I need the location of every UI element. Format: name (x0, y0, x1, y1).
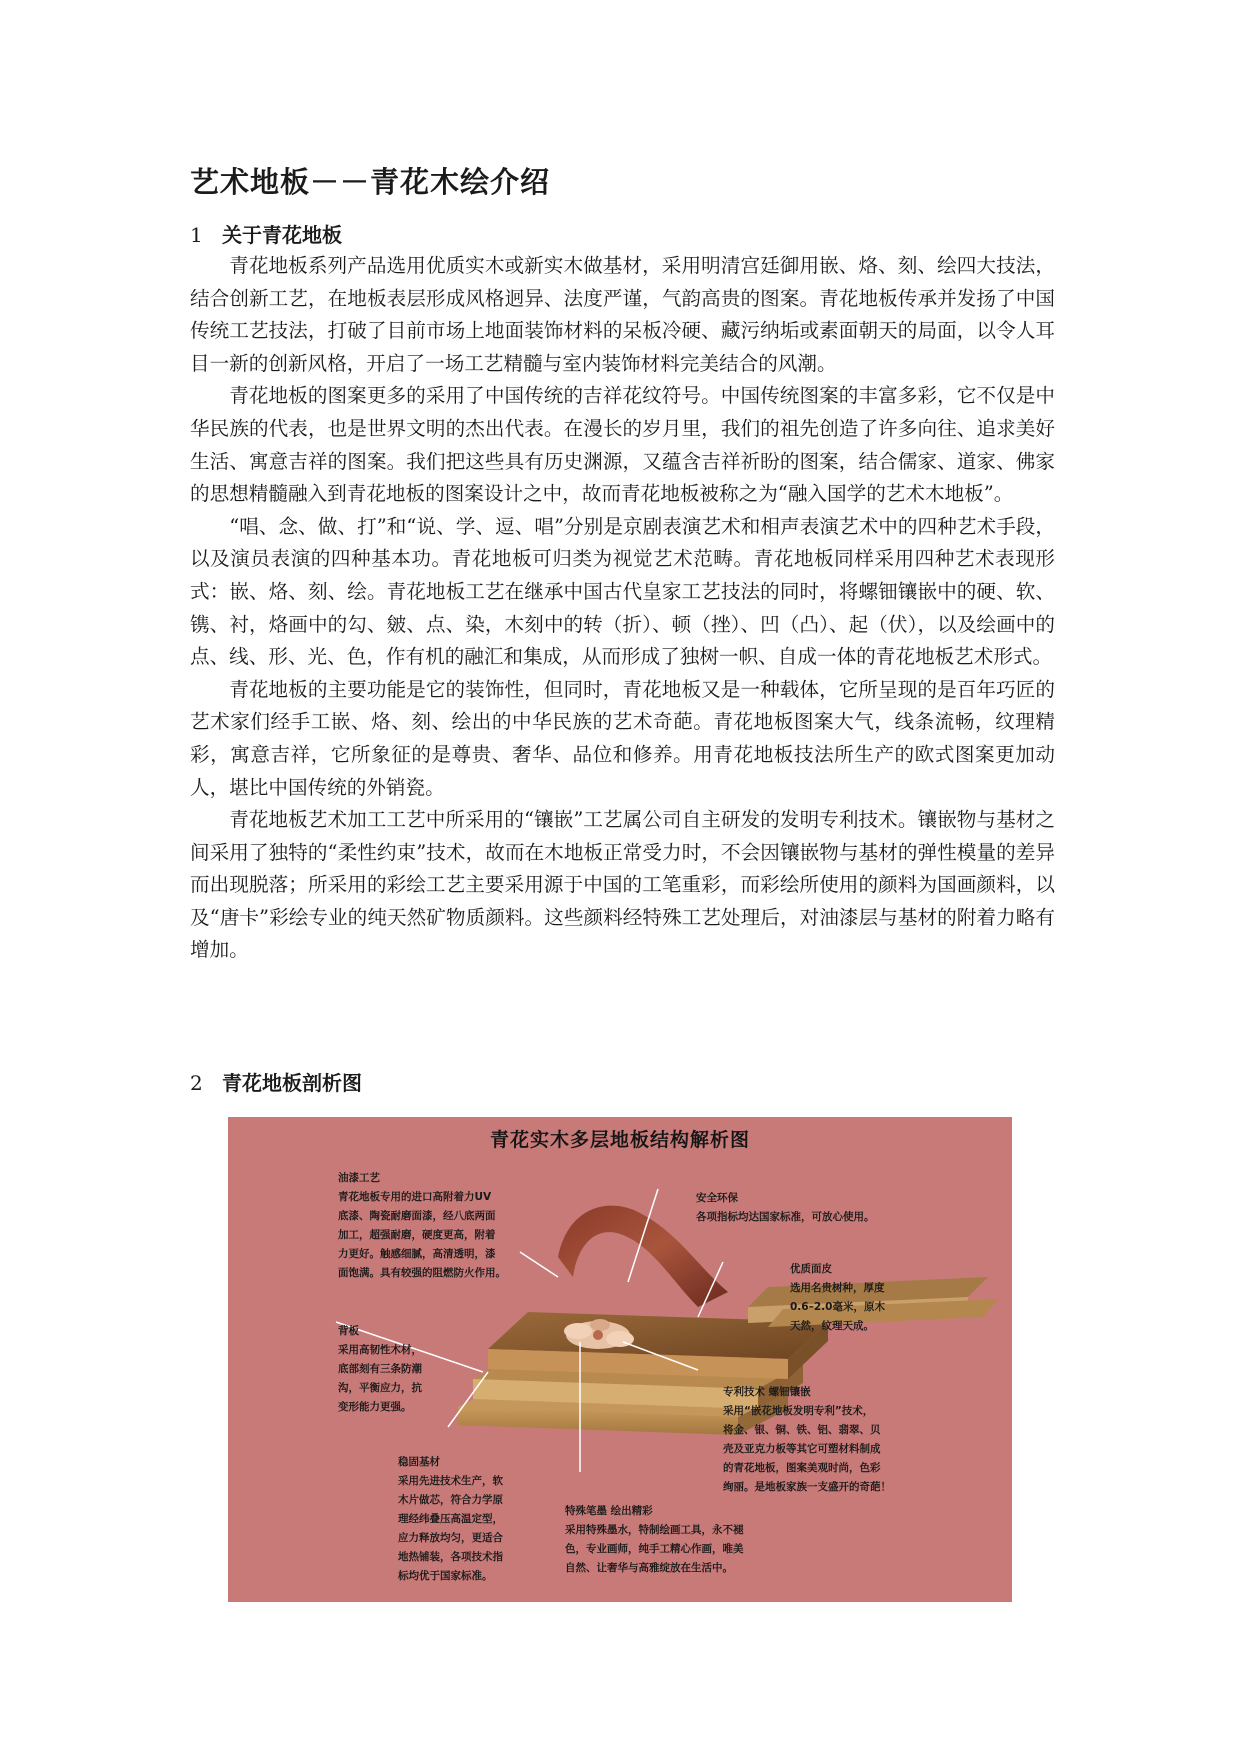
section-number: 2 (190, 1071, 203, 1095)
annotation-veneer (790, 1260, 885, 1336)
annotation-title: 安全环保 (696, 1192, 738, 1204)
annotation-title: 优质面皮 (790, 1263, 832, 1275)
section-title: 青花地板剖析图 (222, 1071, 362, 1095)
annotation-body: 采用先进技术生产，软 木片做芯，符合力学原 理经纬叠压高温定型， 应力释放均匀，更适合 地热铺装，各项技术指 标均优于国家标准。 (398, 1475, 503, 1582)
section-heading-1 (190, 219, 342, 248)
annotation-title: 油漆工艺 (338, 1172, 380, 1184)
paragraph: “唱、念、做、打”和“说、学、逗、唱”分别是京剧表演艺术和相声表演艺术中的四种艺术手段，以及演员表演的四种基本功。青花地板可归类为视觉艺术范畴。青花地板同样采用四种艺术表现形式：嵌、烙、刻、绘。青花地板工艺在继承中国古代皇家工艺技法的同时，将螺钿镶嵌中的硬、软、镌、衬，烙画中的勾、皴、点、染，木刻中的转（折）、顿（挫）、凹（凸）、起（伏），以及绘画中的点、线、形、光、色，作有机的融汇和集成，从而形成了独树一帜、自成一体的青花地板艺术形式。 (190, 514, 1055, 669)
annotation-safety (696, 1189, 875, 1227)
paragraph: 青花地板艺术加工工艺中所采用的“镶嵌”工艺属公司自主研发的发明专利技术。镶嵌物与基材之间采用了独特的“柔性约束”技术，故而在木地板正常受力时，不会因镶嵌物与基材的弹性模量的差异而出现脱落；所采用的彩绘工艺主要采用源于中国的工笔重彩，而彩绘所使用的颜料为国画颜料，以及“唐卡”彩绘专业的纯天然矿物质颜料。这些颜料经特殊工艺处理后，对油漆层与基材的附着力略有增加。 (190, 808, 1055, 962)
floor-structure-diagram (228, 1117, 1012, 1602)
paragraph: 青花地板的图案更多的采用了中国传统的吉祥花纹符号。中国传统图案的丰富多彩，它不仅是中华民族的代表，也是世界文明的杰出代表。在漫长的岁月里，我们的祖先创造了许多向往、追求美好生活、寓意吉祥的图案。我们把这些具有历史渊源，又蕴含吉祥祈盼的图案，结合儒家、道家、佛家的思想精髓融入到青花地板的图案设计之中，故而青花地板被称之为“融入国学的艺术木地板”。 (190, 384, 1055, 506)
annotation-body: 采用“嵌花地板发明专利”技术， 将金、银、铜、铁、铝、翡翠、贝 壳及亚克力板等其它可塑材料制成 的青花地板，图案美观时尚，色彩 绚丽。是地板家族一支盛开的奇葩！ (723, 1405, 891, 1493)
annotation-title: 专利技术 螺钿镶嵌 (723, 1386, 811, 1398)
annotation-paint (338, 1169, 506, 1283)
document-title: 艺术地板－－青花木绘介绍 (190, 165, 551, 199)
annotation-body: 采用特殊墨水，特制绘画工具，永不褪 色，专业画师，纯手工精心作画，唯美 自然、让奢华与高雅绽放在生活中。 (565, 1524, 744, 1574)
section-1-body (190, 250, 1055, 967)
paragraph: 青花地板的主要功能是它的装饰性，但同时，青花地板又是一种载体，它所呈现的是百年巧匠的艺术家们经手工嵌、烙、刻、绘出的中华民族的艺术奇葩。青花地板图案大气，线条流畅，纹理精彩，寓意吉祥，它所象征的是尊贵、奢华、品位和修养。用青花地板技法所生产的欧式图案更加动人，堪比中国传统的外销瓷。 (190, 677, 1055, 799)
annotation-body: 采用高韧性木材， 底部刻有三条防潮 沟，平衡应力，抗 变形能力更强。 (338, 1344, 422, 1413)
annotation-title: 特殊笔墨 绘出精彩 (565, 1505, 653, 1517)
section-heading-2 (190, 1067, 362, 1096)
section-title: 关于青花地板 (222, 223, 342, 247)
diagram-title: 青花实木多层地板结构解析图 (489, 1129, 750, 1151)
annotation-base (398, 1453, 503, 1586)
annotation-title: 稳固基材 (398, 1456, 440, 1468)
annotation-backing (338, 1322, 422, 1417)
annotation-body: 各项指标均达国家标准，可放心使用。 (696, 1211, 875, 1223)
paragraph: 青花地板系列产品选用优质实木或新实木做基材，采用明清宫廷御用嵌、烙、刻、绘四大技法，结合创新工艺，在地板表层形成风格迥异、法度严谨，气韵高贵的图案。青花地板传承并发扬了中国传统工艺技法，打破了目前市场上地面装饰材料的呆板冷硬、藏污纳垢或素面朝天的局面，以令人耳目一新的创新风格，开启了一场工艺精髓与室内装饰材料完美结合的风潮。 (190, 254, 1055, 375)
annotation-body: 选用名贵树种，厚度 0.6–2.0毫米，原木 天然，纹理天成。 (790, 1282, 885, 1332)
annotation-title: 背板 (338, 1325, 359, 1337)
annotation-painting (565, 1502, 744, 1578)
section-number: 1 (190, 223, 203, 247)
annotation-patent (723, 1383, 891, 1497)
annotation-body: 青花地板专用的进口高附着力UV 底漆、陶瓷耐磨面漆，经八底两面 加工，超强耐磨，硬度更高，附着 力更好。触感细腻，高清透明，漆 面饱满。具有较强的阻燃防火作用。 (338, 1191, 506, 1279)
